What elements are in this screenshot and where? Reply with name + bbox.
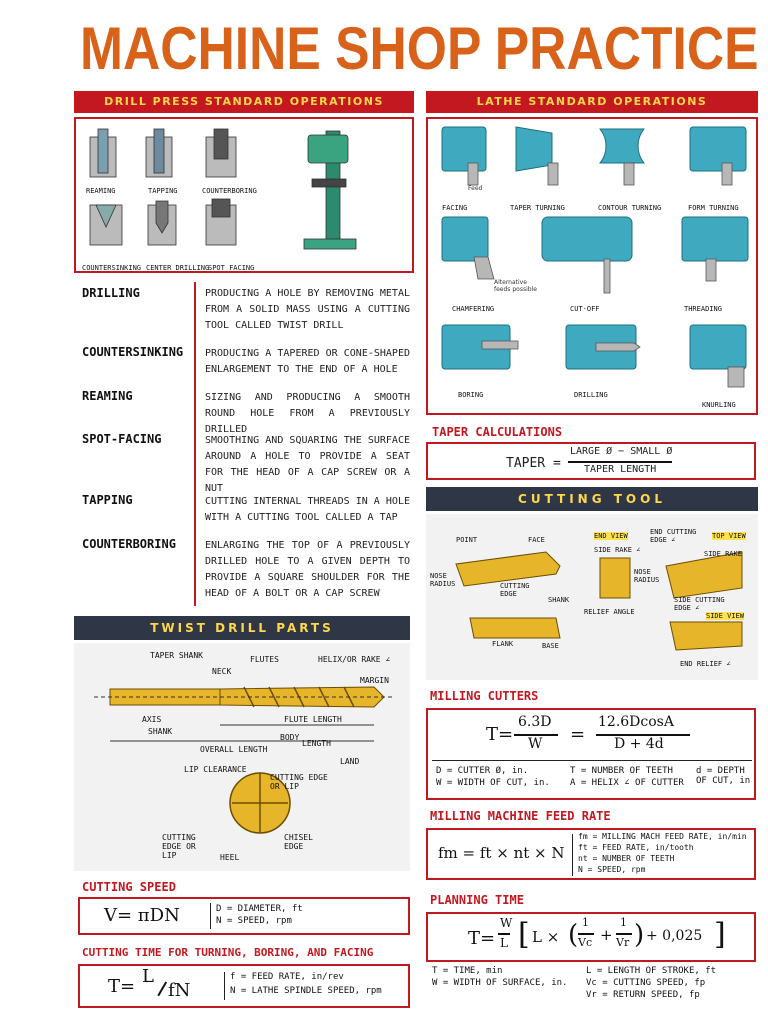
label-lip-clearance: LIP CLEARANCE <box>184 765 247 774</box>
ct-label-nose-radius: NOSE RADIUS <box>430 572 456 588</box>
spot-facer-tool <box>212 199 230 217</box>
pt-vr: Vr <box>616 936 630 949</box>
pt-frac-n: W <box>500 916 513 930</box>
def-counterboring: ENLARGING THE TOP OF A PREVIOUSLY DRILLED HOLE TO A GIVEN DEPTH TO PROVIDE A SQUARE SHOULDER FOR THE HEAD OF A BOLT OR A CAP SCREW <box>205 540 410 599</box>
mc-d1: W <box>528 736 543 752</box>
lathe-label-facing: FACING <box>442 204 468 212</box>
cutting-speed-n: N = SPEED, rpm <box>216 916 292 926</box>
pt-frac-bar <box>498 933 510 935</box>
lathe-label-boring: BORING <box>458 391 484 399</box>
ct-label-flank: FLANK <box>492 640 514 648</box>
feed-rate-fm: fm = MILLING MACH FEED RATE, in/min <box>578 832 747 841</box>
cutting-tool-header: CUTTING TOOL <box>426 487 758 511</box>
ct-label-end-relief: END RELIEF ∠ <box>680 660 731 668</box>
boring-bar <box>482 341 518 349</box>
cutting-time-n: N = LATHE SPINDLE SPEED, rpm <box>230 986 382 996</box>
ct-label-side-rake: SIDE RAKE <box>704 550 742 558</box>
pt-paren-right: ) <box>634 920 645 950</box>
term-tapping: TAPPING <box>82 493 133 507</box>
feed-rate-formula: fm = ft × nt × N <box>438 844 565 862</box>
ct-label-end-view: END VIEW <box>594 532 628 540</box>
drill-press-head <box>308 135 348 163</box>
form-tool <box>722 163 732 185</box>
def-drilling: PRODUCING A HOLE BY REMOVING METAL FROM A SOLID MASS USING A CUTTING TOOL CALLED TWIST DRILL <box>205 288 410 331</box>
tool-end-view <box>600 558 630 598</box>
pt-paren-left: ( <box>568 920 579 950</box>
ct-label-side-rake-angle: SIDE RAKE ∠ <box>594 546 641 554</box>
lathe-label-drilling: DRILLING <box>574 391 608 399</box>
feed-rate-header: MILLING MACHINE FEED RATE <box>430 809 611 823</box>
term-spot-facing: SPOT-FACING <box>82 432 162 446</box>
lathe-header: LATHE STANDARD OPERATIONS <box>426 91 758 113</box>
lathe-contour-work <box>600 129 644 163</box>
op-label-reaming: REAMING <box>86 187 116 195</box>
ct-label-point: POINT <box>456 536 478 544</box>
mc-legend-depth: d = DEPTH OF CUT, in <box>696 766 751 786</box>
pt-bracket-left: [ <box>518 917 530 952</box>
pt-legend-w: W = WIDTH OF SURFACE, in. <box>432 978 568 988</box>
mc-legend-w: W = WIDTH OF CUT, in. <box>436 778 550 788</box>
label-land: LAND <box>340 757 360 766</box>
cutting-time-f: f = FEED RATE, in/rev <box>230 972 344 982</box>
milling-cutters-header: MILLING CUTTERS <box>430 689 539 703</box>
lathe-label-taper-turning: TAPER TURNING <box>510 204 565 212</box>
pt-bar-b <box>616 933 632 935</box>
chamfer-tool <box>474 257 494 279</box>
knurl-tool <box>728 367 744 387</box>
cutting-speed-d: D = DIAMETER, ft <box>216 904 303 914</box>
planning-time-header: PLANNING TIME <box>430 893 524 907</box>
taper-lhs: TAPER = <box>506 456 561 471</box>
taper-header: TAPER CALCULATIONS <box>432 425 563 439</box>
pt-legend-vc: Vc = CUTTING SPEED, fp <box>586 978 706 988</box>
cutting-time-box <box>78 964 410 1008</box>
label-helix: HELIX/OR RAKE ∠ <box>318 655 391 664</box>
cutting-tool-panel <box>426 514 758 680</box>
planning-time-box <box>426 912 756 962</box>
reamer-tool <box>98 129 108 173</box>
ct-label-top-view: TOP VIEW <box>712 532 746 540</box>
feed-rate-ft: ft = FEED RATE, in/tooth <box>578 843 694 852</box>
cutting-time-sep <box>224 972 225 1000</box>
counterbore-tool <box>214 129 228 159</box>
pt-lhs: T= <box>468 928 496 949</box>
cutoff-tool <box>604 259 610 293</box>
cutting-speed-sep <box>210 903 211 929</box>
mc-divider <box>432 760 752 761</box>
cutting-speed-header: CUTTING SPEED <box>82 880 176 894</box>
taper-numerator: LARGE Ø − SMALL Ø <box>570 446 673 457</box>
op-label-countersinking: COUNTERSINKING <box>82 264 142 272</box>
drill-press-base <box>304 239 356 249</box>
lathe-drill <box>596 343 640 351</box>
tool-iso-top <box>456 552 560 586</box>
twist-drill-panel <box>74 643 410 871</box>
ct-label-face: FACE <box>528 536 545 544</box>
feed-rate-n: N = SPEED, rpm <box>578 865 646 874</box>
drill-press-panel <box>74 117 414 273</box>
op-label-tapping: TAPPING <box>148 187 178 195</box>
cutting-time-l: L <box>142 966 154 987</box>
cutting-speed-formula: V= πDN <box>104 905 180 926</box>
label-cutting-edge-top: CUTTING EDGE OR LIP <box>270 773 328 791</box>
mc-legend-t: T = NUMBER OF TEETH <box>570 766 673 776</box>
mc-legend-a: A = HELIX ∠ OF CUTTER <box>570 778 684 788</box>
drill-press-header: DRILL PRESS STANDARD OPERATIONS <box>74 91 414 113</box>
taper-box <box>426 442 756 480</box>
lathe-label-threading: THREADING <box>684 305 722 313</box>
lathe-thread-work <box>682 217 748 261</box>
lathe-facing-work <box>442 127 486 171</box>
term-counterboring: COUNTERBORING <box>82 537 176 551</box>
cutting-time-slash <box>157 981 166 996</box>
label-cutting-edge-left: CUTTING EDGE OR LIP <box>162 833 196 860</box>
ct-label-shank: SHANK <box>548 596 570 604</box>
lathe-label-contour-turning: CONTOUR TURNING <box>598 204 662 212</box>
mc-n2: 12.6DcosA <box>598 714 674 730</box>
term-countersinking: COUNTERSINKING <box>82 345 184 359</box>
feed-rate-sep <box>572 834 573 876</box>
ct-label-end-cutting-edge: END CUTTING EDGE ∠ <box>650 528 697 544</box>
label-taper-shank: TAPER SHANK <box>150 651 203 660</box>
label-flute-length: FLUTE LENGTH <box>284 715 342 724</box>
op-label-counterboring: COUNTERBORING <box>202 187 257 195</box>
tool-side-view <box>670 622 742 650</box>
pt-plus: + <box>600 926 613 944</box>
pt-inner: L × <box>532 928 560 946</box>
mc-eq: = <box>570 724 586 745</box>
lathe-ops-illustration <box>428 119 756 413</box>
lathe-label-knurling: KNURLING <box>702 401 736 409</box>
label-flutes: FLUTES <box>250 655 279 664</box>
label-margin: MARGIN <box>360 676 389 685</box>
op-label-spot-facing: SPOT FACING <box>208 264 255 272</box>
cutting-speed-box <box>78 897 410 935</box>
ct-label-nose-radius-2: NOSE RADIUS <box>634 568 660 584</box>
lathe-label-chamfering: CHAMFERING <box>452 305 495 313</box>
milling-cutters-box <box>426 708 756 800</box>
def-spot-facing: SMOOTHING AND SQUARING THE SURFACE AROUND A HOLE TO PROVIDE A SEAT FOR THE HEAD OF A CAP SCREW OR A NUT <box>205 435 410 494</box>
lathe-feed-label: Feed <box>468 185 483 192</box>
def-countersinking: PRODUCING A TAPERED OR CONE-SHAPED ENLARGEMENT TO THE END OF A HOLE <box>205 348 410 375</box>
lathe-chamfer-work <box>442 217 488 261</box>
lathe-label-form-turning: FORM TURNING <box>688 204 739 212</box>
pt-legend-t: T = TIME, min <box>432 966 503 976</box>
pt-one-b: 1 <box>620 916 627 929</box>
cutting-time-header: CUTTING TIME FOR TURNING, BORING, AND FACING <box>82 946 374 959</box>
drill-ops-illustration <box>76 119 412 271</box>
mc-lhs: T= <box>486 724 514 745</box>
pt-legend-l: L = LENGTH OF STROKE, ft <box>586 966 717 976</box>
label-axis: AXIS <box>142 715 162 724</box>
lathe-cutoff-work <box>542 217 632 261</box>
term-reaming: REAMING <box>82 389 133 403</box>
page-title: MACHINE SHOP PRACTICE <box>80 15 759 82</box>
feed-rate-nt: nt = NUMBER OF TEETH <box>578 854 675 863</box>
pt-bracket-right: ] <box>714 917 726 952</box>
mc-n1: 6.3D <box>518 714 552 730</box>
term-drilling: DRILLING <box>82 286 140 300</box>
pt-bar-a <box>578 933 594 935</box>
feed-rate-box <box>426 828 756 880</box>
thread-tool <box>706 259 716 281</box>
ct-label-cutting-edge: CUTTING EDGE <box>500 582 530 598</box>
label-length: LENGTH <box>302 739 331 748</box>
op-label-center-drilling: CENTER DRILLING <box>146 264 210 272</box>
lathe-knurling-work <box>690 325 746 369</box>
mc-d2: D + 4d <box>614 736 664 752</box>
ct-label-side-cutting-edge: SIDE CUTTING EDGE ∠ <box>674 596 725 612</box>
label-neck: NECK <box>212 667 232 676</box>
tool-iso-side <box>470 618 560 638</box>
lathe-alt-feed-label: Alternative feeds possible <box>494 279 537 293</box>
cutting-time-fn: fN <box>168 980 191 1001</box>
contour-tool <box>624 163 634 185</box>
label-chisel-edge: CHISEL EDGE <box>284 833 313 851</box>
ct-label-side-view: SIDE VIEW <box>706 612 744 620</box>
cutting-time-lhs: T= <box>108 976 136 997</box>
label-body: BODY <box>280 733 300 742</box>
tap-tool <box>154 129 164 173</box>
tool-top-view <box>666 552 742 598</box>
def-reaming: SIZING AND PRODUCING A SMOOTH ROUND HOLE FROM A PREVIOUSLY DRILLED <box>205 392 410 435</box>
label-overall-length: OVERALL LENGTH <box>200 745 268 754</box>
pt-frac-d: L <box>500 936 508 950</box>
ct-label-relief-angle: RELIEF ANGLE <box>584 608 635 616</box>
lathe-form-work <box>690 127 746 171</box>
pt-tail: + 0,025 <box>646 928 703 944</box>
taper-fraction-bar <box>568 461 672 463</box>
taper-tool <box>548 163 558 185</box>
label-heel: HEEL <box>220 853 240 862</box>
facing-tool <box>468 163 478 185</box>
def-tapping: CUTTING INTERNAL THREADS IN A HOLE WITH A CUTTING TOOL CALLED A TAP <box>205 496 410 523</box>
definitions-divider <box>194 282 196 606</box>
drill-press-table <box>312 179 346 187</box>
pt-legend-vr: Vr = RETURN SPEED, fp <box>586 990 700 1000</box>
twist-drill-header: TWIST DRILL PARTS <box>74 616 410 640</box>
pt-one-a: 1 <box>582 916 589 929</box>
lathe-label-cut-off: CUT-OFF <box>570 305 600 313</box>
ct-label-base: BASE <box>542 642 559 650</box>
lathe-panel <box>426 117 758 415</box>
taper-denominator: TAPER LENGTH <box>584 464 657 475</box>
mc-legend-d: D = CUTTER Ø, in. <box>436 766 529 776</box>
lathe-taper-work <box>516 127 552 171</box>
label-shank: SHANK <box>148 727 173 736</box>
pt-vc: Vc <box>578 936 593 949</box>
